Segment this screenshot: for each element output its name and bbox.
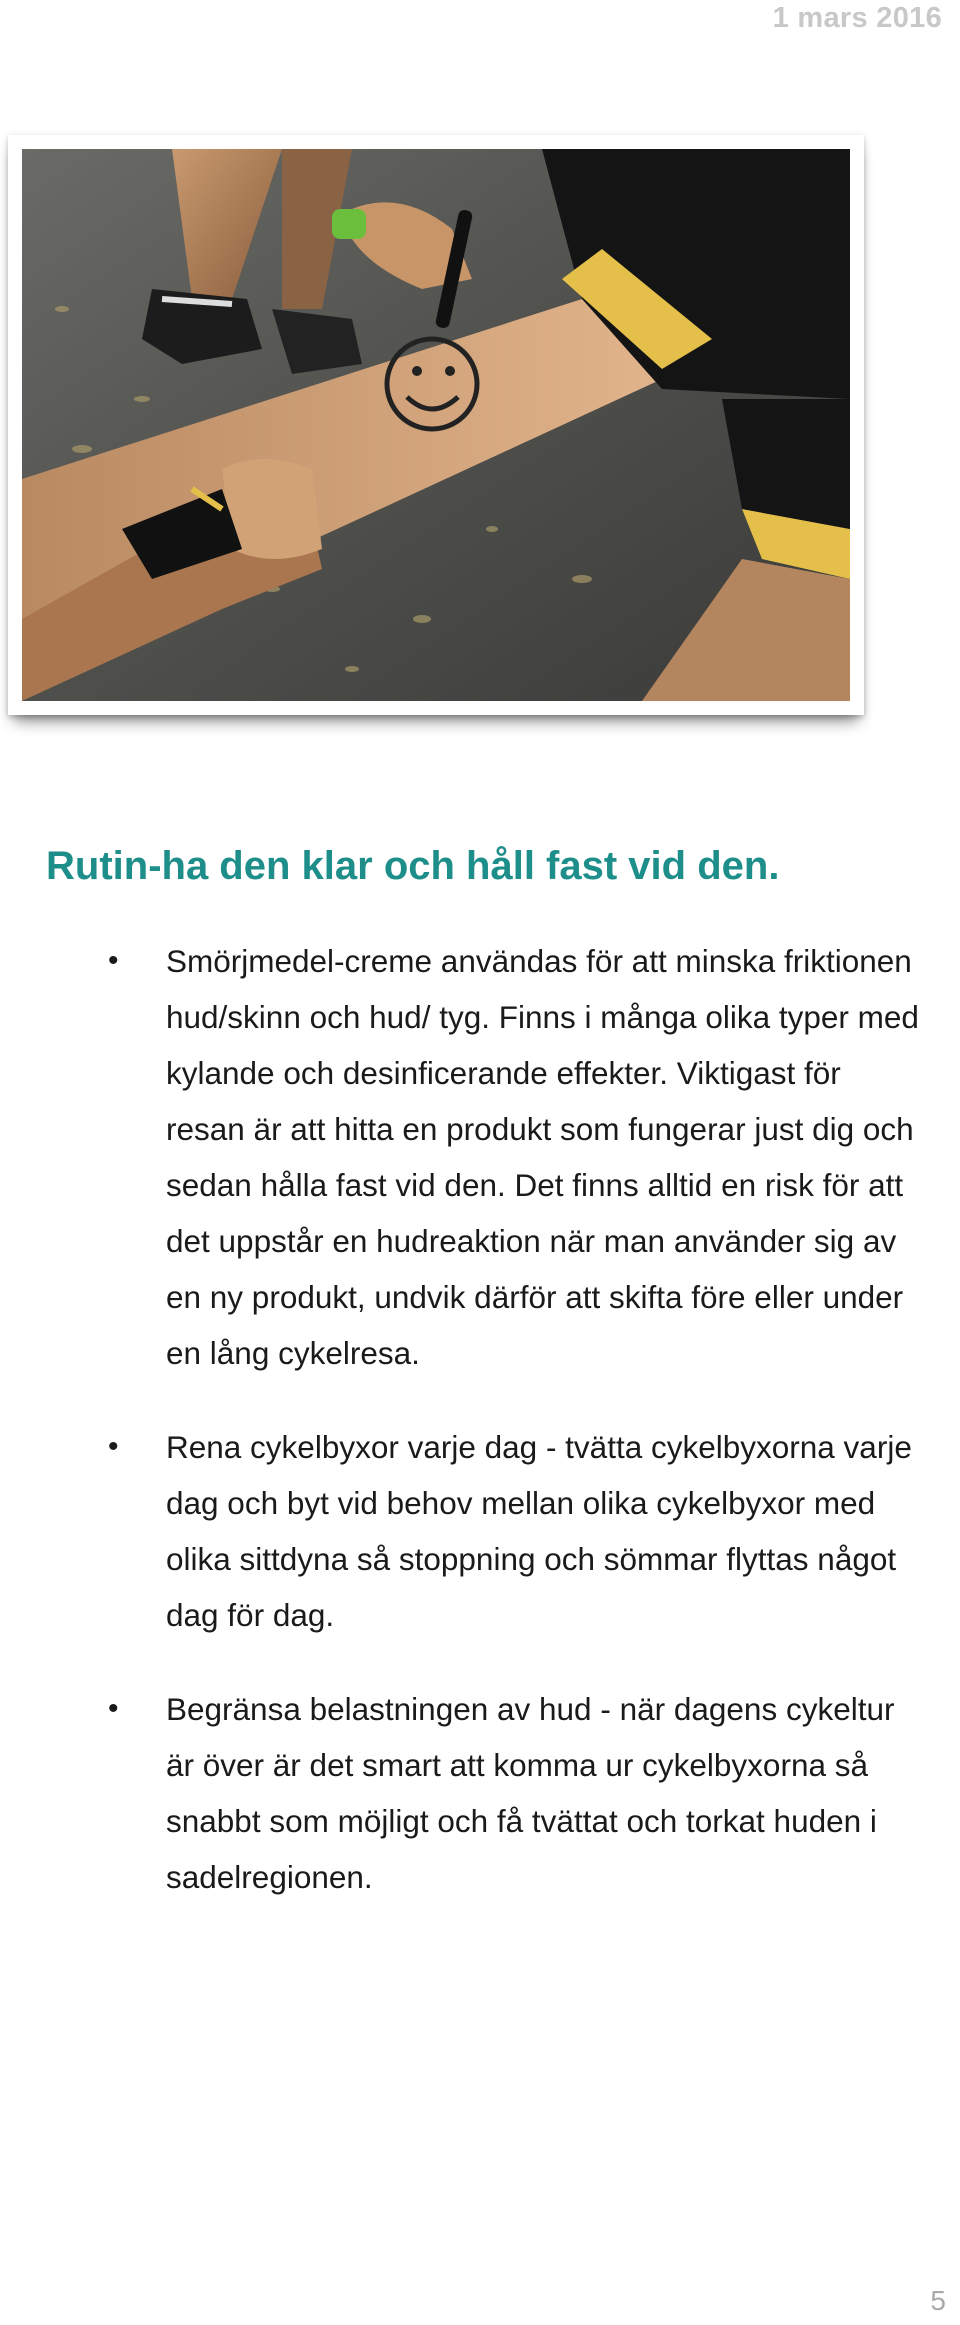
cyclist-photo: [22, 149, 850, 701]
list-item: [106, 1419, 926, 1643]
section-heading: Rutin-ha den klar och håll fast vid den.: [46, 844, 780, 888]
bullet-text: Smörjmedel-creme användas för att minska friktionen hud/skinn och hud/ tyg. Finns i många olika typer med kylande och desinficerande effekter. Viktigast för resan är att hitta en produkt som fungerar just dig och sedan hålla fast vid den. Det finns alltid en risk för att det uppstår en hudreaktion när man använder sig av en ny produkt, undvik därför att skifta före eller under en lång cykelresa.: [166, 943, 919, 1371]
bullet-list: [106, 933, 926, 1943]
bullet-dot-icon: •: [108, 1430, 119, 1463]
photo-icon: [22, 149, 850, 701]
list-item: [106, 933, 926, 1381]
bullet-text: Rena cykelbyxor varje dag - tvätta cykelbyxorna varje dag och byt vid behov mellan olika cykelbyxor med olika sittdyna så stoppning och sömmar flyttas något dag för dag.: [166, 1429, 912, 1633]
photo-frame: [8, 135, 864, 715]
bullet-dot-icon: •: [108, 944, 119, 977]
page-date: 1 mars 2016: [772, 2, 942, 34]
bullet-text: Begränsa belastningen av hud - när dagens cykeltur är över är det smart att komma ur cykelbyxorna så snabbt som möjligt och få tvättat och torkat huden i sadelregionen.: [166, 1691, 895, 1895]
page-number: 5: [930, 2285, 946, 2316]
bullet-dot-icon: •: [108, 1692, 119, 1725]
list-item: [106, 1681, 926, 1905]
